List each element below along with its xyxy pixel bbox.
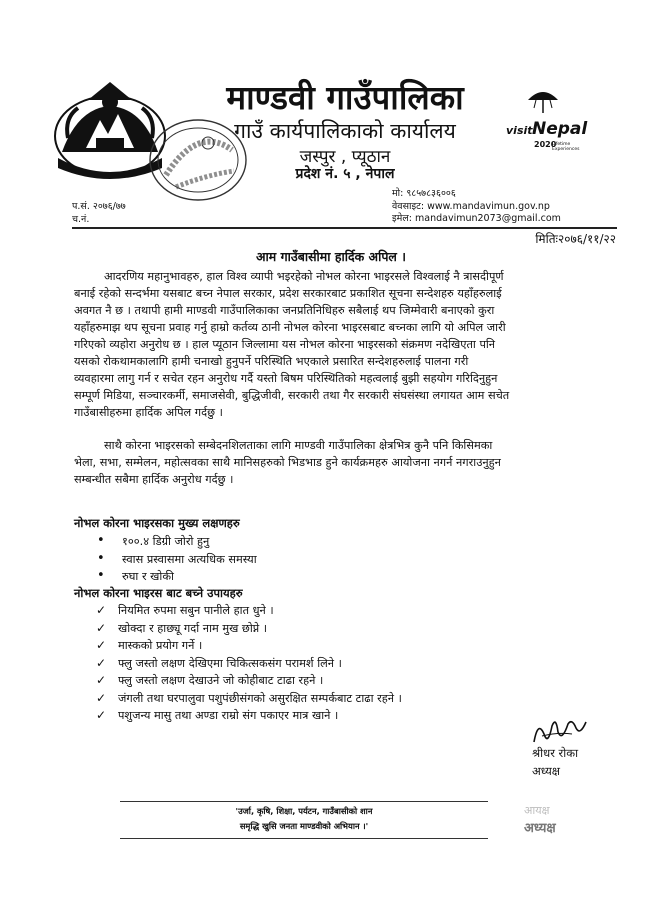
paragraph-line: यसको रोकथामकालागि हामी चनाखो हुनुपर्ने परिस्थिति भएकाले प्रसारित सन्देशहरुलाई पालना गरी bbox=[74, 355, 469, 368]
footer-slogan-line-1: 'उर्जा, कृषि, शिक्षा, पर्यटन, गाउँबासीको शान bbox=[235, 806, 373, 816]
office-address: जस्पुर , प्यूठान bbox=[299, 147, 391, 167]
list-item: ✓ फ्लु जस्तो लक्षण देखाउने जो कोहीबाट टाढा रहने । bbox=[96, 673, 324, 687]
checkmark-icon: ✓ bbox=[96, 690, 107, 705]
contact-website: वेवसाइट: www.mandavimun.gov.np bbox=[392, 201, 550, 212]
symptoms-heading: नोभल कोरना भाइरसका मुख्य लक्षणहरु bbox=[74, 516, 240, 530]
paragraph-line: बनाई रहेको सन्दर्भमा यसबाट बच्न नेपाल सरकार, प्रदेश सरकारबाट प्रकाशित सूचना सन्देशहरु यहाँहरुलाई bbox=[74, 287, 502, 300]
checkmark-icon: ✓ bbox=[96, 708, 107, 722]
appeal-paragraph-1 bbox=[74, 268, 616, 421]
faded-stamp-icon bbox=[520, 800, 602, 838]
list-item: • रुघा र खोकी bbox=[97, 568, 174, 583]
province-line: प्रदेश नं. ५ , नेपाल bbox=[295, 166, 395, 182]
letter-number: प.सं. २०७६/७७ bbox=[72, 201, 126, 212]
letter-subject: आम गाउँबासीमा हार्दिक अपिल । bbox=[255, 249, 406, 264]
bullet-icon: • bbox=[97, 550, 105, 566]
list-item: • स्वास प्रस्वासमा अत्यधिक समस्या bbox=[97, 550, 257, 566]
letter-date: मितिः२०७६/११/२२ bbox=[535, 232, 616, 246]
checkmark-icon: ✓ bbox=[96, 603, 107, 617]
paragraph-line: सम्पूर्ण मिडिया, सञ्चारकर्मी, समाजसेवी, बुद्धिजीवी, सरकारी तथा गैर सरकारी संघसंस्था लगायत आम सचेत bbox=[74, 389, 510, 402]
paragraph-line: गरिएको व्यहोरा अनुरोध छ । हाल प्यूठान जिल्लामा यस नोभल कोरना भाइरसको संक्रमण नदेखिएता पनि bbox=[74, 338, 496, 351]
header-divider bbox=[72, 227, 617, 229]
bullet-icon: • bbox=[97, 568, 105, 583]
appeal-paragraph-2 bbox=[74, 437, 616, 488]
list-item: ✓ पशुजन्य मासु तथा अण्डा राम्रो संग पकाएर मात्र खाने । bbox=[96, 708, 339, 722]
list-item: ✓ जंगली तथा घरपालुवा पशुपंछीसंगको असुरक्षित सम्पर्कबाट टाढा रहने । bbox=[96, 690, 402, 705]
paragraph-line: साथै कोरना भाइरसको सम्बेदनशिलताका लागि माण्डवी गाउँपालिका क्षेत्रभित्र कुनै पनि किसिमका bbox=[104, 439, 493, 452]
umbrella-icon bbox=[526, 86, 560, 114]
contact-email: इमेल: mandavimun2073@gmail.com bbox=[392, 213, 561, 224]
signatory-title: अध्यक्ष bbox=[532, 764, 561, 778]
list-item: • १००.४ डिग्री जोरो हुनु bbox=[97, 533, 210, 548]
prevention-heading: नोभल कोरना भाइरस बाट बच्ने उपायहरु bbox=[74, 586, 243, 600]
contact-phone: मो: ९८५७८३६००६ bbox=[392, 188, 456, 199]
paragraph-line: भेला, सभा, सम्मेलन, महोत्सवका साथै मानिसहरुको भिडभाड हुने कार्यक्रमहरु आयोजना नगर्न नगराउनुहुन bbox=[74, 456, 501, 469]
paragraph-line: आदरणिय महानुभावहरु, हाल विश्व व्यापी भइरहेको नोभल कोरना भाइरसले विश्वलाई नै त्रासदीपूर्ण bbox=[104, 270, 504, 283]
checkmark-icon: ✓ bbox=[96, 638, 107, 652]
paragraph-line: सम्बन्धीत सबैमा हार्दिक अनुरोध गर्दछु । bbox=[74, 473, 234, 486]
bleed-stamp-text: अध्यक्ष bbox=[524, 821, 556, 836]
paragraph-line: यहाँहरुमाझ थप सूचना प्रवाह गर्नु हाम्रो कर्तव्य ठानी नोभल कोरना भाइरसबाट बच्नका लागि यो अपिल जारी bbox=[74, 321, 506, 334]
checkmark-icon: ✓ bbox=[96, 673, 107, 687]
bullet-icon: • bbox=[97, 533, 105, 548]
list-item: ✓ फ्लु जस्तो लक्षण देखिएमा चिकित्सकसंग परामर्श लिने । bbox=[96, 655, 342, 670]
nepal-word: Nepal bbox=[532, 119, 588, 139]
svg-text:आयक्ष: आयक्ष bbox=[524, 804, 550, 817]
signatory-name: श्रीधर रोका bbox=[532, 746, 579, 760]
tagline: Lifetime Experiences bbox=[552, 142, 580, 152]
handwritten-signature bbox=[528, 712, 592, 750]
paragraph-line: गाउँबासीहरुमा हार्दिक अपिल गर्दछु । bbox=[74, 406, 223, 419]
symptoms-list bbox=[97, 534, 257, 587]
dispatch-number: च.नं. bbox=[72, 214, 90, 225]
checkmark-icon: ✓ bbox=[96, 655, 107, 670]
list-item: ✓ नियमित रुपमा सबुन पानीले हात धुने । bbox=[96, 603, 274, 617]
list-item: ✓ मास्कको प्रयोग गर्ने । bbox=[96, 638, 203, 652]
visit-nepal-logo bbox=[498, 86, 588, 152]
year-2020: 2020 bbox=[534, 140, 557, 149]
visit-word: visit bbox=[506, 124, 533, 137]
paragraph-line: व्यवहारमा लागु गर्न र सचेत रहन अनुरोध गर्दै यस्तो बिषम परिस्थितिको महत्वलाई बुझी सहयोग गरिदिनुहुन bbox=[74, 372, 498, 385]
footer-slogan-line-2: समृद्धि खुसि जनता माण्डवीको अभियान ।' bbox=[239, 821, 369, 831]
prevention-list bbox=[96, 603, 402, 726]
checkmark-icon: ✓ bbox=[96, 620, 107, 635]
list-item: ✓ खोक्दा र हाछ्यू गर्दा नाम मुख छोप्ने । bbox=[96, 620, 268, 635]
municipality-title: माण्डवी गाउँपालिका bbox=[226, 78, 464, 117]
office-name: गाउँ कार्यपालिकाको कार्यालय bbox=[234, 119, 456, 143]
paragraph-line: अवगत नै छ । तथापी हामी माण्डवी गाउँपालिकाका जनप्रतिनिधिहरु सबैलाई थप जिम्मेवारी बनाएको कुरा bbox=[74, 304, 495, 317]
